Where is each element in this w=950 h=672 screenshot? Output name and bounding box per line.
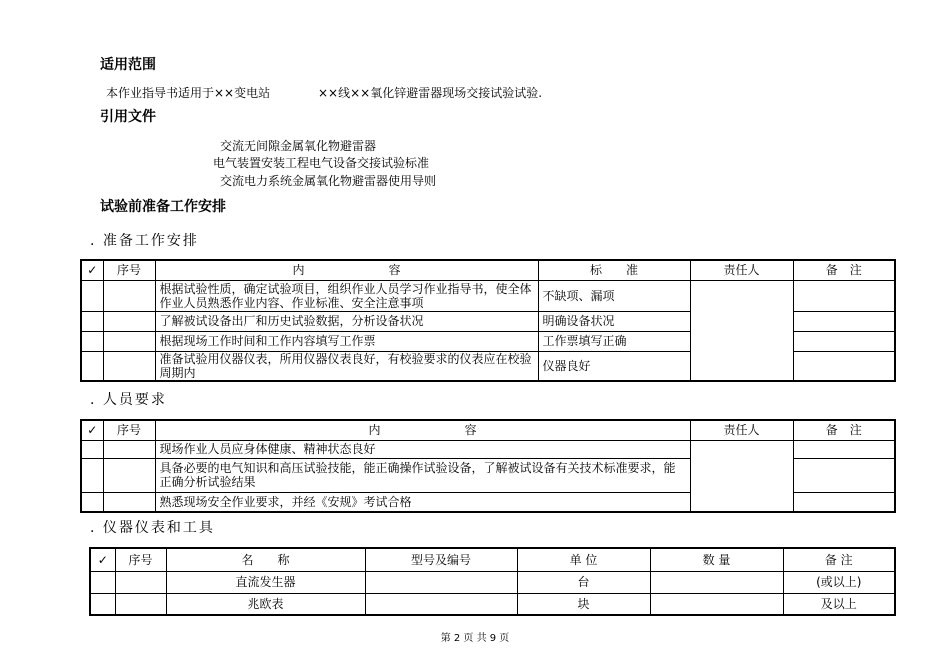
row-unit: 块 bbox=[517, 593, 650, 615]
reference-item-3: 交流电力系统金属氧化物避雷器使用导则 bbox=[220, 174, 437, 188]
header-remarks: 备 注 bbox=[783, 548, 895, 571]
table-row bbox=[81, 280, 895, 311]
header-unit: 单 位 bbox=[517, 548, 650, 571]
row-remarks: 及以上 bbox=[783, 593, 895, 615]
header-content: 内 容 bbox=[155, 420, 690, 440]
header-qty: 数 量 bbox=[650, 548, 783, 571]
row-standard: 不缺项、漏项 bbox=[538, 280, 690, 311]
row-remarks: (或以上) bbox=[783, 571, 895, 593]
header-owner: 责任人 bbox=[690, 260, 793, 280]
reference-item-1: 交流无间隙金属氧化物避雷器 bbox=[220, 139, 377, 153]
row-standard: 明确设备状况 bbox=[538, 311, 690, 331]
header-check: ✓ bbox=[81, 260, 103, 280]
page-footer: 第 2 页 共 9 页 bbox=[440, 633, 510, 644]
scope-heading: 适用范围 bbox=[100, 57, 156, 73]
header-owner: 责任人 bbox=[690, 420, 793, 440]
row-qty bbox=[650, 593, 783, 615]
row-standard: 工作票填写正确 bbox=[538, 331, 690, 351]
header-no: 序号 bbox=[103, 420, 155, 440]
section-title-instruments: . 仪器仪表和工具 bbox=[90, 520, 215, 536]
table-row bbox=[90, 593, 895, 615]
row-qty bbox=[650, 571, 783, 593]
row-content: 具备必要的电气知识和高压试验技能，能正确操作试验设备，了解被试设备有关技术标准要求，能正确分析试验结果 bbox=[155, 458, 690, 492]
row-content: 现场作业人员应身体健康、精神状态良好 bbox=[155, 440, 690, 458]
prep-work-table bbox=[80, 259, 896, 382]
row-model bbox=[365, 571, 517, 593]
table-row bbox=[81, 440, 895, 458]
table-row bbox=[90, 571, 895, 593]
section-title-prep-work: . 准备工作安排 bbox=[90, 233, 199, 249]
row-content: 准备试验用仪器仪表，所用仪器仪表良好，有校验要求的仪表应在校验周期内 bbox=[155, 351, 538, 381]
header-remarks: 备 注 bbox=[793, 260, 895, 280]
header-name: 名 称 bbox=[166, 548, 365, 571]
row-content: 根据试验性质，确定试验项目，组织作业人员学习作业指导书，使全体作业人员熟悉作业内容、作业标准、安全注意事项 bbox=[155, 280, 538, 311]
header-remarks: 备 注 bbox=[793, 420, 895, 440]
owner-cell bbox=[690, 280, 793, 381]
header-content: 内 容 bbox=[155, 260, 538, 280]
instruments-table bbox=[89, 547, 896, 616]
references-heading: 引用文件 bbox=[100, 109, 156, 125]
row-standard: 仪器良好 bbox=[538, 351, 690, 381]
scope-text-a: 本作业指导书适用于××变电站 bbox=[106, 86, 271, 100]
row-name: 直流发生器 bbox=[166, 571, 365, 593]
row-content: 根据现场工作时间和工作内容填写工作票 bbox=[155, 331, 538, 351]
prep-heading: 试验前准备工作安排 bbox=[100, 199, 226, 215]
scope-text-b: ××线××氧化锌避雷器现场交接试验试验. bbox=[318, 86, 543, 100]
row-content: 熟悉现场安全作业要求，并经《安规》考试合格 bbox=[155, 492, 690, 512]
section-title-personnel: . 人员要求 bbox=[90, 392, 167, 408]
owner-cell bbox=[690, 440, 793, 512]
header-no: 序号 bbox=[115, 548, 166, 571]
personnel-table bbox=[80, 419, 896, 513]
row-unit: 台 bbox=[517, 571, 650, 593]
header-no: 序号 bbox=[103, 260, 155, 280]
header-check: ✓ bbox=[90, 548, 115, 571]
row-model bbox=[365, 593, 517, 615]
header-check: ✓ bbox=[81, 420, 103, 440]
header-standard: 标 准 bbox=[538, 260, 690, 280]
row-name: 兆欧表 bbox=[166, 593, 365, 615]
reference-item-2: 电气装置安装工程电气设备交接试验标准 bbox=[213, 156, 430, 170]
row-content: 了解被试设备出厂和历史试验数据，分析设备状况 bbox=[155, 311, 538, 331]
header-model: 型号及编号 bbox=[365, 548, 517, 571]
